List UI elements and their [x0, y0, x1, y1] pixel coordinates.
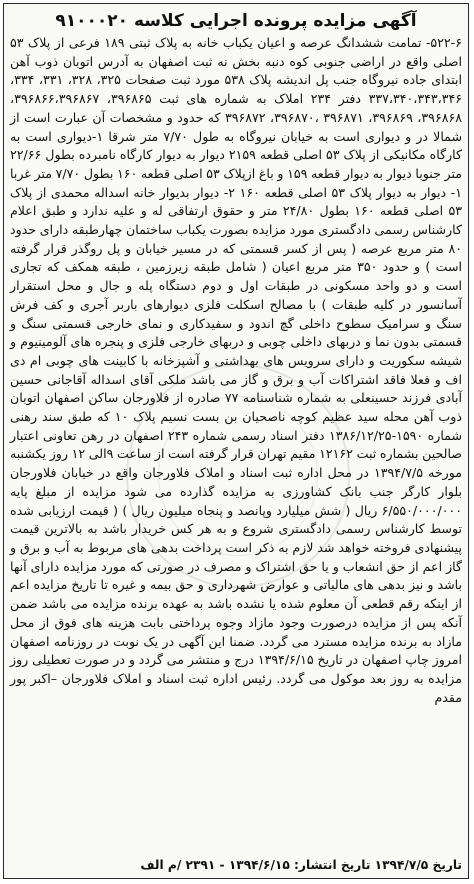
notice-body: ۵۲۲-۶- تمامت ششدانگ عرصه و اعیان یکباب خانه به پلاک ثبتی ۱۸۹ فرعی از پلاک ۵۳ اصلی واقع در اراضی جنوبی کوه دنبه بخش نه ثبت اصفهان به آدرس اتوبان ذوب آهن ابتدای جاده نیروگاه جنب پل اندیشه پلاک ۵۳۸ مورد ثبت صفحات ۳۲۵، ۳۲۸، ۳۳۱، ۳۳۴، ۳۳۷،۳۴۰،۳۴۳،۳۴۶ دفتر ۲۳۴ املاک به شماره های ثبت ۳۹۶۸۶۵، ۳۹۶۸۶۶،۳۹۶۸۶۷، ۳۹۶۸۶۸، ۳۹۶۸۶۹، ۳۹۶۸۷۱ ،۳۹۶۸۷۰، ۳۹۶۸۷۲ که حدود و مشخصات آن عبارت است از شمالا در و دیواری است به خیابان نیروگاه به طول ۷/۷۰ متر شرقا ۱-دیواری است به کارگاه مکانیکی از پلاک ۵۳ اصلی قطعه ۲۱۵۹ دیوار به دیوار کارگاه نامبرده بطول ۲۲/۶۶ متر جنوبا دیوار به دیوار قطعه ۱۵۹ و باغ ازپلاک ۵۳ اصلی قطعه ۱۶۰ بطول ۷/۷۰ متر غربا ۱- دیوار به دیوار پلاک ۵۳ اصلی قطعه ۱۶۰ ۲- دیوار بدیوار خانه اسداله محمدی از پلاک ۵۳ اصلی قطعه ۱۶۰ بطول ۲۴/۸۰ متر و حقوق ارتفاقی له و علیه ندارد و طبق اعلام کارشناس رسمی دادگستری مورد مزایده بصورت یکباب ساختمان چهارطبقه دارای حدود ۸۰ متر مربع عرصه ( پس از کسر قسمتی که در مسیر خیابان و پل روگذر قرار گرفته است ) و حدود ۳۵۰ متر مربع اعیان ( شامل طبقه زیرزمین ، طبقه همکف که تجاری است و دو واحد مسکونی در طبقات اول و دوم دستگاه پله و جال و محل استقرار آسانسور در کلیه طبقات ) با مصالح اسکلت فلزی دیوارهای باربر آجری و کف فرش سنگ و سرامیک سطوح داخلی گچ اندود و سفیدکاری و نمای خارجی قسمتی سنگ و قسمتی بدون نما و دربهای داخلی چوبی و دربهای خارجی فلزی و پنجره های آلومینیوم و شیشه سکوریت و دارای سرویس های بهداشتی و آشپزخانه با کابینت های چوبی ام دی اف و فعلا فاقد اشتراکات آب و برق و گاز می باشد ملکی آقای اسداله آقاجانی حسین آبادی فرزند حسینعلی به شماره شناسنامه ۷۷ صادره از فلاورجان ساکن اصفهان اتوبان ذوب آهن محله سید عظیم کوچه ناصحیان بن بست نسیم پلاک ۱۰ که طبق سند رهنی شماره ۱۵۹۰-۱۳۸۶/۱۲/۲۵ دفتر اسناد رسمی شماره ۲۴۳ اصفهان در رهن تعاونی اعتبار صالحین بشماره ثبت ۱۲۱۶۲ مقیم تهران قرار گرفته است از ساعت ۹الی ۱۲ روز یکشنبه مورخه ۱۳۹۴/۷/۵ در محل اداره ثبت اسناد و املاک فلاورجان واقع در خیابان فلاورجان بلوار کارگر جنب بانک کشاورزی به مزایده گذارده می شود مزایده از مبلغ پایه ۶/۵۵۰/۰۰۰/۰۰۰ ریال ( شش میلیارد وپانصد و پنجاه میلیون ریال ) ( قیمت ارزیابی شده توسط کارشناس رسمی دادگستری شروع و به هر کس خریدار باشد به بالاترین قیمت پیشنهادی فروخته خواهد شد لازم به ذکر است پرداخت بدهی های مربوط به آب و برق و گاز اعم از حق انشعاب و یا حق اشتراک و مصرف در صورتی که مورد مزایده دارای آنها باشد و نیز بدهی های مالیاتی و عوارض شهرداری و حق بیمه و غیره تا تاریخ مزایده اعم از اینکه رقم قطعی آن معلوم شده یا نشده باشد به عهده برنده مزایده می باشد ضمن آنکه پس از مزایده درصورت وجود مازاد وجوه پرداختی بابت هزینه های فوق از محل مازاد به برنده مزایده مسترد می گردد. ضمنا این آگهی در یک نوبت در روزنامه اصفهان امروز چاپ اصفهان در تاریخ ۱۳۹۴/۶/۱۵ درج و منتشر می گردد و در صورت تعطیلی روز مزایده به روز بعد موکول می گردد. رئیس اداره ثبت اسناد و املاک فلاورجان –اکبر پور مقدم	[10, 35, 463, 705]
notice-title: آگهی مزایده پرونده اجرایی کلاسه ۹۱۰۰۰۲۰	[55, 11, 417, 31]
auction-notice	[3, 3, 469, 879]
notice-footer: تاریخ ۱۳۹۴/۷/۵ تاریخ انتشار: ۱۳۹۴/۶/۱۵ - ۲۳۹۱ /م الف	[140, 858, 462, 872]
